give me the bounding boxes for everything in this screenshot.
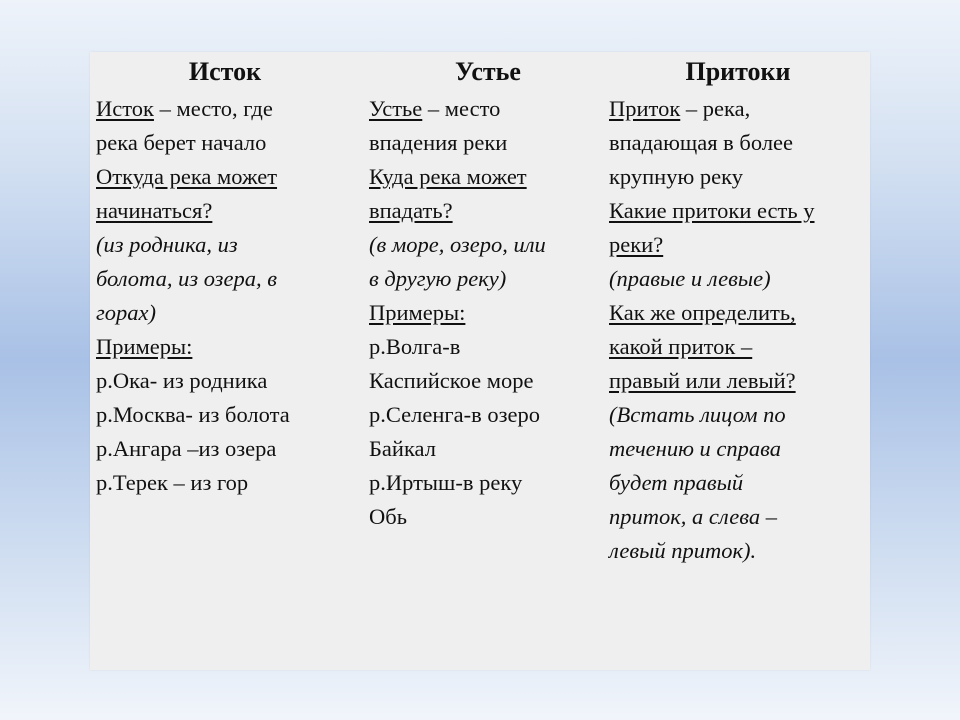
text-fragment: будет правый xyxy=(609,470,744,495)
text-line xyxy=(96,228,364,262)
text-line xyxy=(369,398,607,432)
text-line xyxy=(609,228,867,262)
column-header-istok: Исток xyxy=(188,57,262,86)
text-fragment: Примеры: xyxy=(96,334,193,359)
text-line xyxy=(369,364,607,398)
text-line xyxy=(96,330,364,364)
text-line xyxy=(369,262,607,296)
text-line xyxy=(369,228,607,262)
text-fragment: впадать? xyxy=(369,198,453,223)
text-line xyxy=(369,92,607,126)
text-fragment: какой приток – xyxy=(609,334,753,359)
text-fragment: р.Иртыш-в реку xyxy=(369,470,523,495)
text-line xyxy=(609,160,867,194)
column-header-pritoki: Притоки xyxy=(685,57,791,86)
column-istok xyxy=(96,52,364,670)
text-line xyxy=(96,160,364,194)
text-fragment: (из родника, из xyxy=(96,232,238,257)
text-line xyxy=(609,534,867,568)
column-ustye xyxy=(369,52,607,670)
text-fragment: Каспийское море xyxy=(369,368,534,393)
text-line xyxy=(609,262,867,296)
text-fragment: Как же определить, xyxy=(609,300,796,325)
text-line xyxy=(369,466,607,500)
text-fragment: Какие притоки есть у xyxy=(609,198,815,223)
text-fragment: Примеры: xyxy=(369,300,466,325)
text-line xyxy=(609,126,867,160)
text-fragment: правый или левый? xyxy=(609,368,796,393)
text-line xyxy=(96,466,364,500)
slide-table xyxy=(90,52,870,670)
text-fragment: (правые и левые) xyxy=(609,266,771,291)
text-fragment: р.Волга-в xyxy=(369,334,461,359)
text-line xyxy=(609,194,867,228)
text-fragment: р.Москва- из болота xyxy=(96,402,290,427)
text-fragment: реки? xyxy=(609,232,664,257)
text-fragment: – место xyxy=(422,96,501,121)
text-line xyxy=(609,398,867,432)
column-header-ustye: Устье xyxy=(455,57,521,86)
text-fragment: болота, из озера, в xyxy=(96,266,277,291)
text-line xyxy=(609,92,867,126)
text-fragment: Обь xyxy=(369,504,407,529)
text-line xyxy=(369,126,607,160)
text-fragment: р.Терек – из гор xyxy=(96,470,249,495)
text-line xyxy=(96,262,364,296)
text-line xyxy=(96,296,364,330)
text-line xyxy=(609,466,867,500)
text-fragment: начинаться? xyxy=(96,198,213,223)
text-line xyxy=(369,500,607,534)
text-fragment: (Встать лицом по xyxy=(609,402,786,427)
text-fragment: приток, а слева – xyxy=(609,504,777,529)
text-fragment: горах) xyxy=(96,300,157,325)
text-fragment: впадения реки xyxy=(369,130,508,155)
text-fragment: Устье xyxy=(369,96,423,121)
column-pritoki xyxy=(609,52,867,670)
text-fragment: Откуда река может xyxy=(96,164,278,189)
text-line xyxy=(369,432,607,466)
text-line xyxy=(369,330,607,364)
text-fragment: Байкал xyxy=(369,436,436,461)
text-fragment: левый приток). xyxy=(609,538,757,563)
text-fragment: (в море, озеро, или xyxy=(369,232,546,257)
text-line xyxy=(609,330,867,364)
text-line xyxy=(96,364,364,398)
column-body-ustye xyxy=(369,92,607,534)
text-fragment: Исток xyxy=(96,96,154,121)
text-line xyxy=(369,296,607,330)
text-fragment: крупную реку xyxy=(609,164,744,189)
text-line xyxy=(96,194,364,228)
text-line xyxy=(609,500,867,534)
column-body-istok xyxy=(96,92,364,500)
text-line xyxy=(96,432,364,466)
text-line xyxy=(609,296,867,330)
text-fragment: течению и справа xyxy=(609,436,782,461)
text-line xyxy=(96,92,364,126)
text-line xyxy=(369,160,607,194)
text-line xyxy=(609,364,867,398)
text-line xyxy=(609,432,867,466)
text-fragment: р.Ока- из родника xyxy=(96,368,268,393)
column-body-pritoki xyxy=(609,92,867,568)
text-fragment: впадающая в более xyxy=(609,130,794,155)
text-fragment: р.Селенга-в озеро xyxy=(369,402,540,427)
text-fragment: р.Ангара –из озера xyxy=(96,436,277,461)
text-fragment: в другую реку) xyxy=(369,266,507,291)
text-line xyxy=(96,398,364,432)
text-fragment: – река, xyxy=(680,96,751,121)
text-fragment: – место, где xyxy=(153,96,273,121)
text-fragment: Куда река может xyxy=(369,164,527,189)
text-line xyxy=(96,126,364,160)
text-fragment: река берет начало xyxy=(96,130,267,155)
text-fragment: Приток xyxy=(609,96,681,121)
text-line xyxy=(369,194,607,228)
